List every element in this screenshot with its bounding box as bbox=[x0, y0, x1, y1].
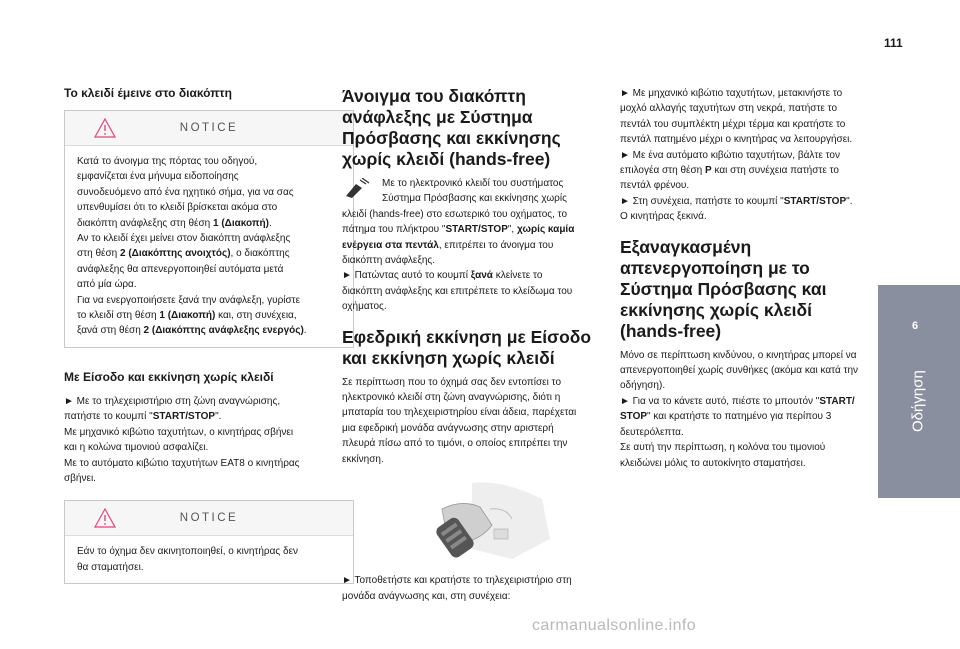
column-right: ► Με μηχανικό κιβώτιο ταχυτήτων, μετακινήστε το μοχλό αλλαγής ταχυτήτων στη νεκρά, πατήστε το πεντάλ του συμπλέκτη μέχρι τέρμα και κρατήστε το πεντάλ πατημένο μέχρι ο κινητήρας να λειτουργήσει. ► Με ένα αυτόματο κιβώτιο ταχυτήτων, βάλτε τον επιλογέα στη θέση P και στη συνέχεια πατήστε το πεντάλ φρένου. ► Στη συνέχεια, πατήστε το κουμπί "START/STOP". Ο κινητήρας ξεκινά. Εξαναγκασμένη απενεργοποίηση με το Σύστημα Πρόσβασης και εκκίνησης χωρίς κλειδί (hands-free) Μόνο σε περίπτωση κινδύνου, ο κινητήρας μπορεί να απενεργοποιηθεί χωρίς συνθήκες (ακόμα και κατά την οδήγηση). ► Για να το κάνετε αυτό, πιέστε το μπουτόν "START/ STOP" και κρατήστε το πατημένο για περίπου 3 δευτερόλεπτα. Σε αυτή την περίπτωση, η κολόνα του τιμονιού κλειδώνει μόλις το αυτοκίνητο σταματήσει. bbox=[620, 86, 876, 471]
watermark: carmanualsonline.info bbox=[532, 617, 697, 634]
notice-title: NOTICE bbox=[179, 512, 239, 525]
section-heading-forced-stop: Εξαναγκασμένη απενεργοποίηση με το Σύστημα Πρόσβασης και εκκίνησης χωρίς κλειδί (hands-free) bbox=[620, 236, 827, 341]
notice-text: Κατά το άνοιγμα της πόρτας του οδηγού, εμφανίζεται ένα μήνυμα ειδοποίησης συνοδευόμενο από ένα ηχητικό σήμα, για να σας υπενθυμίσει ότι το κλειδί βρίσκεται ακόμα στο διακόπτη ανάφλεξης στη θέση 1 (Διακοπή). Αν το κλειδί έχει μείνει στον διακόπτη ανάφλεξης στη θέση 2 (Διακόπτης ανοιχτός), ο διακόπτης ανάφλεξης θα απενεργοποιηθεί αυτόματα μετά από μία ώρα. Για να ενεργοποιήσετε ξανά την ανάφλεξη, γυρίστε το κλειδί στη θέση 1 (Διακοπή) και, στη συνέχεια, ξανά στη θέση 2 (Διακόπτης ανάφλεξης ενεργός). bbox=[77, 156, 307, 337]
intro-paragraph: Με το ηλεκτρονικό κλειδί του συστήματος Σύστημα Πρόσβασης και εκκίνησης χωρίς bbox=[342, 176, 600, 207]
section-heading-backup-start: Εφεδρική εκκίνηση με Είσοδο και εκκίνηση χωρίς κλειδί bbox=[342, 326, 592, 368]
section-heading-key-left: Το κλειδί έμεινε στο διακόπτη bbox=[64, 86, 232, 100]
notice-box bbox=[64, 500, 354, 584]
notice-header bbox=[65, 111, 353, 146]
warning-icon bbox=[93, 507, 117, 534]
chapter-tab-label: Οδήγηση bbox=[909, 370, 927, 432]
section-heading-ignition-on: Άνοιγμα του διακόπτη ανάφλεξης με Σύστημα Πρόσβασης και εκκίνησης χωρίς κλειδί (hands-free) bbox=[342, 86, 561, 169]
backup-reader-illustration bbox=[402, 479, 552, 563]
chapter-tab-number: 6 bbox=[912, 320, 919, 332]
notice-text: Εάν το όχημα δεν ακινητοποιηθεί, ο κινητήρας δεν θα σταματήσει. bbox=[77, 546, 299, 573]
notice-title: NOTICE bbox=[179, 122, 239, 134]
page-number: 111 bbox=[884, 36, 903, 50]
column-left: Το κλειδί έμεινε στο διακόπτη NOTICE Κατά το άνοιγμα της πόρτας του οδηγού, εμφανίζεται ένα μήνυμα ειδοποίησης συνοδευόμενο από ένα ηχητικό σήμα, για να σας υπενθυμίσει ότι το κλειδί βρίσκεται ακόμα στο διακόπτη ανάφλεξης στη θέση 1 (Διακοπή). Αν το κλειδί έχει μείνει στον διακόπτη ανάφλεξης στη θέση 2 (Διακόπτης ανοιχτός), ο διακόπτης ανάφλεξης θα απενεργοποιηθεί αυτόματα μετά από μία ώρα. Για να ενεργοποιήσετε ξανά την ανάφλεξη, γυρίστε το κλειδί στη θέση 1 (Διακοπή) και, στη συνέχεια, ξανά στη θέση 2 (Διακόπτης ανάφλεξης ενεργός). Με Είσοδο και εκκίνηση χωρίς κλειδί ► Με το τηλεχειριστήριο στη ζώνη αναγνώρισης, πατήστε το κουμπί "START/STOP". Με μηχανικό κιβώτιο ταχυτήτων, ο κινητήρας σβήνει και η κολώνα τιμονιού ασφαλίζει. Με το αυτόματο κιβώτιο ταχυτήτων EAT8 ο κινητήρας σβήνει. NOTICE Εάν το όχημα δεν ακινητοποιηθεί, ο κινητήρας δεν θα σταματήσει. bbox=[64, 86, 354, 598]
hands-free-key-icon bbox=[342, 178, 370, 205]
column-middle: Άνοιγμα του διακόπτη ανάφλεξης με Σύστημα Πρόσβασης και εκκίνησης χωρίς κλειδί (hands-free) Με το ηλεκτρονικό κλειδί του συστήματος Σύστημα Πρόσβασης και εκκίνησης χωρίς κλειδί (hands-free) στο εσωτερικό του οχήματος, το πάτημα του πλήκτρου "START/STOP", χωρίς καμία ενέργεια στα πεντάλ, επιτρέπει το άνοιγμα του διακόπτη ανάφλεξης. ► Πατώντας αυτό το κουμπί ξανά κλείνετε το διακόπτη ανάφλεξης και επιτρέπετε το κλείδωμα του οχήματος. Εφεδρική εκκίνηση με Είσοδο και εκκίνηση χωρίς κλειδί Σε περίπτωση που το όχημά σας δεν εντοπίσει το ηλεκτρονικό κλειδί στη ζώνη αναγνώρισης, διότι η μπαταρία του τηλεχειριστηρίου είναι άδεια, παρέχεται μια εφεδρική μονάδα ανάγνωσης στην αριστερή πλευρά πίσω από το τιμόνι, ο οποίος επιτρέπει την εκκίνηση. ► Τοποθετήστε και κρατήστε το τηλεχειριστήριο στη μονάδα ανάγνωσης και, στη συνέχεια: bbox=[342, 86, 600, 604]
notice-header bbox=[65, 501, 353, 536]
section-heading-keyless-stop: Με Είσοδο και εκκίνηση χωρίς κλειδί bbox=[64, 369, 274, 384]
warning-icon bbox=[93, 117, 117, 144]
notice-box bbox=[64, 110, 354, 348]
